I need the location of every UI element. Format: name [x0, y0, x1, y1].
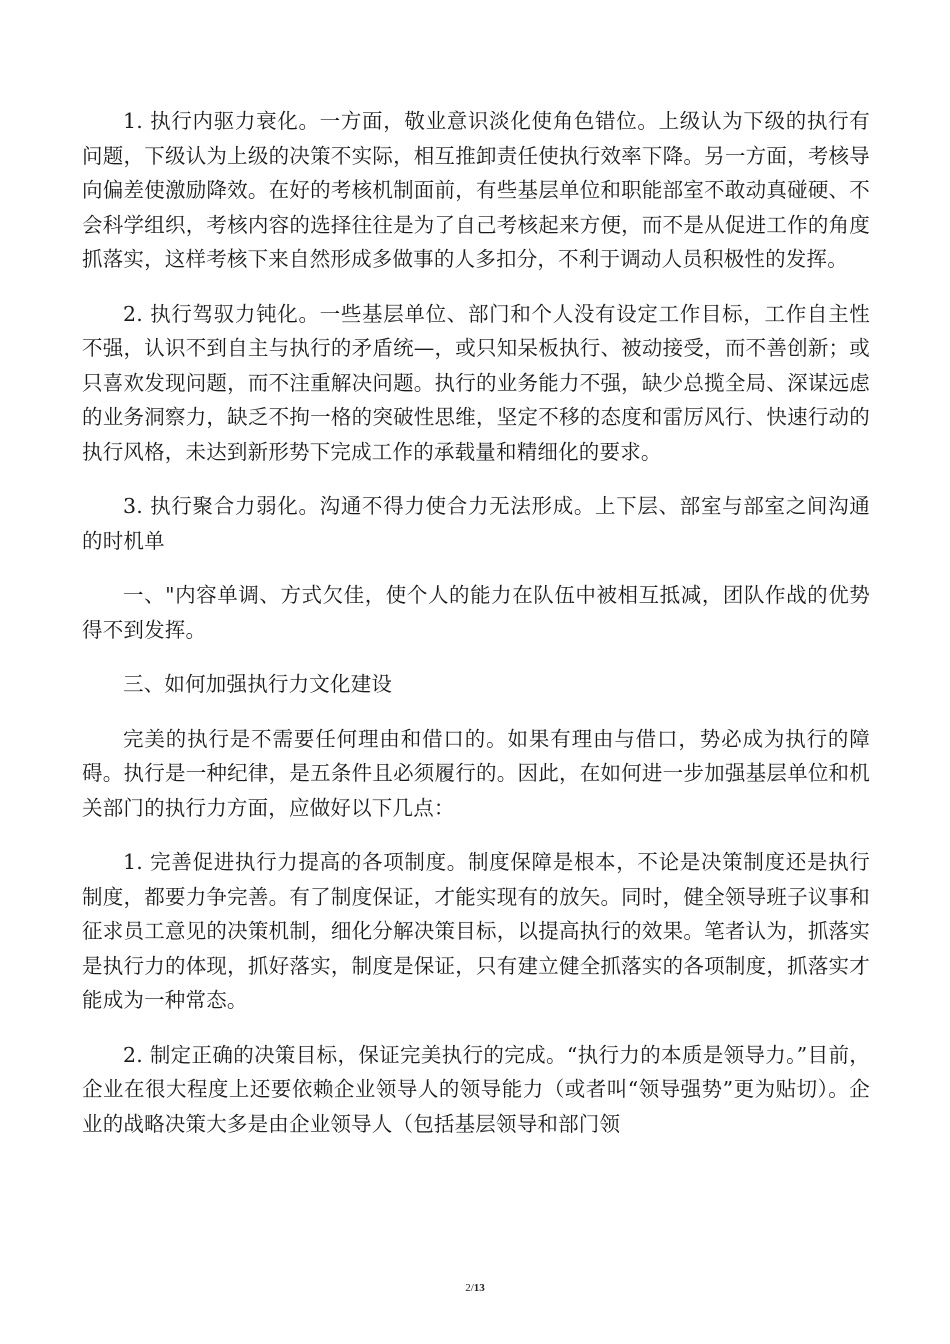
paragraph-6: 完美的执行是不需要任何理由和借口的。如果有理由与借口，势必成为执行的障碍。执行是一种纪律，是五条件且必须履行的。因此，在如何进一步加强基层单位和机关部门的执行力方面，应做好以下几点： [82, 726, 870, 820]
paragraph-7: 1. 完善促进执行力提高的各项制度。制度保障是根本，不论是决策制度还是执行制度，都要力争完善。有了制度保证，才能实现有的放矢。同时，健全领导班子议事和征求员工意见的决策机制，细化分解决策目标，以提高执行的效果。笔者认为，抓落实是执行力的体现，抓好落实，制度是保证，只有建立健全抓落实的各项制度，抓落实才能成为一种常态。 [82, 850, 870, 1012]
paragraph-1: 1. 执行内驱力衰化。一方面，敬业意识淡化使角色错位。上级认为下级的执行有问题，下级认为上级的决策不实际，相互推卸责任使执行效率下降。另一方面，考核导向偏差使激励降效。在好的考核机制面前，有些基层单位和职能部室不敢动真碰硬、不会科学组织，考核内容的选择往往是为了自己考核起来方便，而不是从促进工作的角度抓落实，这样考核下来自然形成多做事的人多扣分，不利于调动人员积极性的发挥。 [82, 109, 870, 271]
paragraph-2: 2. 执行驾驭力钝化。一些基层单位、部门和个人没有设定工作目标，工作自主性不强，认识不到自主与执行的矛盾统—，或只知呆板执行、被动接受，而不善创新；或只喜欢发现问题，而不注重解决问题。执行的业务能力不强，缺少总揽全局、深谋远虑的业务洞察力，缺乏不拘一格的突破性思维，坚定不移的态度和雷厉风行、快速行动的执行风格，未达到新形势下完成工作的承载量和精细化的要求。 [82, 301, 870, 464]
page-total: 13 [473, 1282, 485, 1294]
paragraph-3: 3. 执行聚合力弱化。沟通不得力使合力无法形成。上下层、部室与部室之间沟通的时机单 [82, 494, 870, 553]
page-number [0, 1282, 950, 1294]
page-current: 2/ [465, 1282, 474, 1294]
paragraph-8: 2. 制定正确的决策目标，保证完美执行的完成。“执行力的本质是领导力。”目前，企业在很大程度上还要依赖企业领导人的领导能力（或者叫“领导强势”更为贴切）。企业的战略决策大多是由企业领导人（包括基层领导和部门领 [82, 1042, 870, 1136]
section-heading: 三、如何加强执行力文化建设 [123, 672, 393, 696]
paragraph-4: 一、"内容单调、方式欠佳，使个人的能力在队伍中被相互抵减，团队作战的优势得不到发挥。 [82, 583, 870, 642]
page-body [82, 104, 870, 1161]
